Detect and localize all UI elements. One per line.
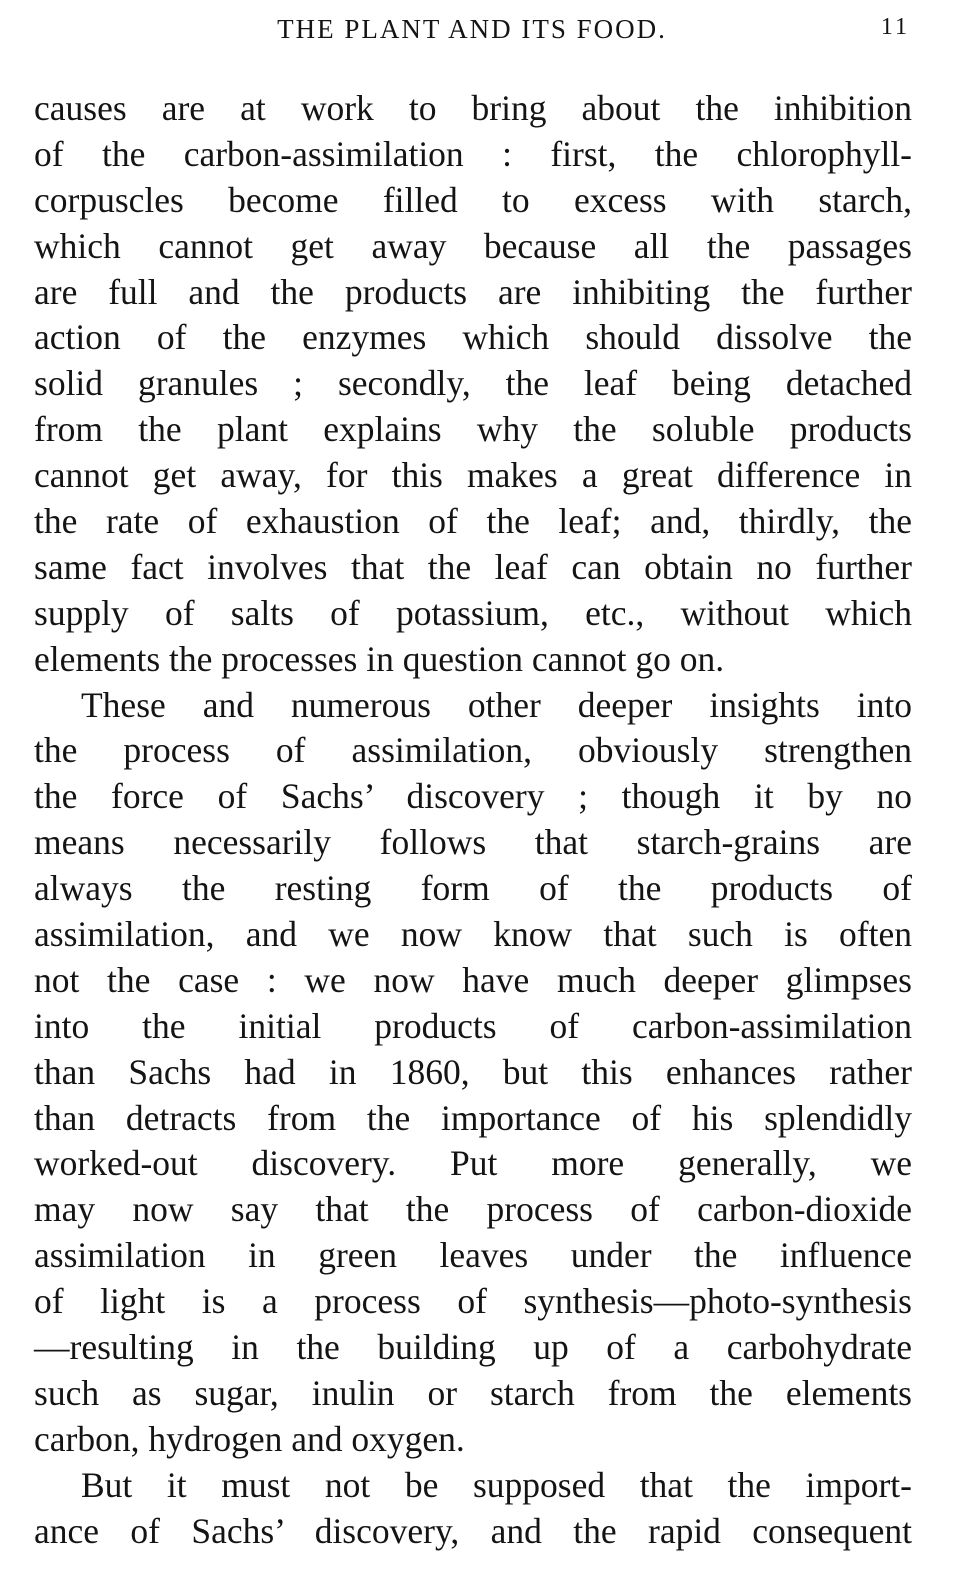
text-line: But it must not be supposed that the import- xyxy=(81,1464,912,1505)
text-line: ance of Sachs’ discovery, and the rapid consequent xyxy=(34,1510,912,1551)
running-head xyxy=(34,14,910,54)
text-line: always the resting form of the products of xyxy=(34,868,912,909)
page-number: 11 xyxy=(880,14,910,40)
text-line: carbon, hydrogen and oxygen. xyxy=(34,1418,465,1459)
text-line: not the case : we now have much deeper glimpses xyxy=(34,959,912,1000)
text-line: may now say that the process of carbon-dioxide xyxy=(34,1189,912,1230)
text-line: the process of assimilation, obviously strengthen xyxy=(34,730,912,771)
text-line: solid granules ; secondly, the leaf being detached xyxy=(34,363,912,404)
text-line: causes are at work to bring about the inhibition xyxy=(34,88,912,128)
text-line: such as sugar, inulin or starch from the elements xyxy=(34,1372,912,1413)
text-line: which cannot get away because all the passages xyxy=(34,225,912,266)
text-line: elements the processes in question cannot go on. xyxy=(34,638,725,679)
text-line: These and numerous other deeper insights into xyxy=(81,684,912,725)
text-line: from the plant explains why the soluble products xyxy=(34,409,912,450)
running-title: THE PLANT AND ITS FOOD. xyxy=(277,14,667,44)
text-line: means necessarily follows that starch-grains are xyxy=(34,822,912,863)
text-line: —resulting in the building up of a carbohydrate xyxy=(34,1327,912,1368)
text-line: same fact involves that the leaf can obtain no further xyxy=(34,546,912,587)
text-line: of light is a process of synthesis—photo-synthesis xyxy=(34,1281,912,1322)
body-text xyxy=(34,86,912,1555)
text-line: cannot get away, for this makes a great difference in xyxy=(34,455,912,496)
paragraph-3 xyxy=(34,1463,912,1555)
text-line: of the carbon-assimilation : first, the chlorophyll- xyxy=(34,133,912,174)
paragraph-1 xyxy=(34,86,912,683)
paragraph-2 xyxy=(34,683,912,1463)
text-line: assimilation in green leaves under the influence xyxy=(34,1235,912,1276)
text-line: into the initial products of carbon-assimilation xyxy=(34,1005,912,1046)
text-line: than Sachs had in 1860, but this enhances rather xyxy=(34,1051,912,1092)
text-line: than detracts from the importance of his splendidly xyxy=(34,1097,912,1138)
text-line: assimilation, and we now know that such is often xyxy=(34,914,912,955)
text-line: worked-out discovery. Put more generally, we xyxy=(34,1143,912,1184)
text-line: supply of salts of potassium, etc., without which xyxy=(34,592,912,633)
text-line: action of the enzymes which should dissolve the xyxy=(34,317,912,358)
text-line: are full and the products are inhibiting the further xyxy=(34,271,912,312)
text-line: the force of Sachs’ discovery ; though it by no xyxy=(34,776,912,817)
text-line: corpuscles become filled to excess with starch, xyxy=(34,179,912,220)
text-line: the rate of exhaustion of the leaf; and, thirdly, the xyxy=(34,501,912,542)
